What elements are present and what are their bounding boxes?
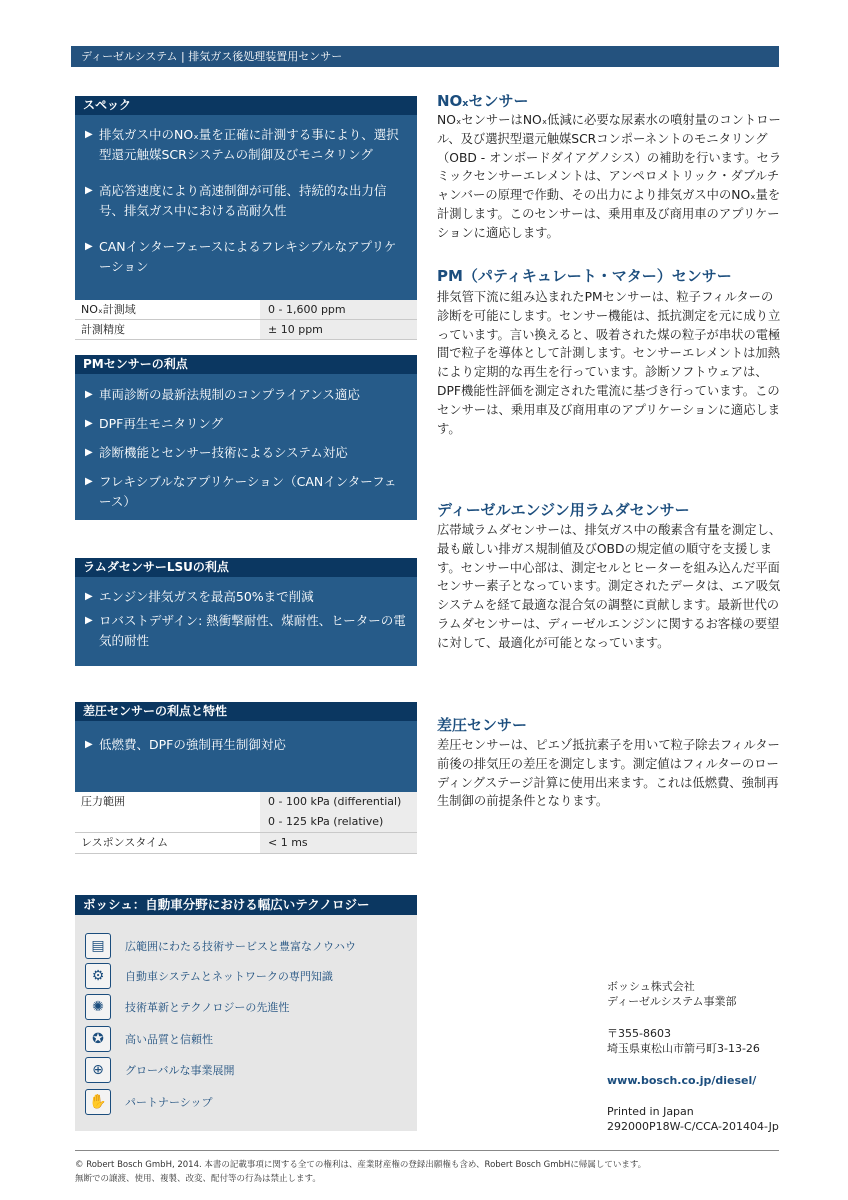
section-text: 差圧センサーは、ピエゾ抵抗素子を用いて粒子除去フィルター前後の排気圧の差圧を測定します。測定値はフィルターのローディングステージ計算に使用出来ます。これは低燃費、強制再生制御の前提条件となります。 <box>437 738 780 809</box>
spec-row: レスポンスタイム < 1 ms <box>75 833 417 854</box>
division-name: ディーゼルシステム事業部 <box>607 995 737 1008</box>
header-title: ディーゼルシステム | 排気ガス後処理装置用センサー <box>81 50 343 63</box>
section-title: NOₓセンサー <box>437 92 529 110</box>
tech-item: ⚙ 自動車システムとネットワークの専門知識 <box>85 963 333 989</box>
tech-item: ✺ 技術革新とテクノロジーの先進性 <box>85 994 289 1020</box>
tech-item: ✪ 高い品質と信頼性 <box>85 1026 213 1052</box>
tech-item: ▤ 広範囲にわたる技術サービスと豊富なノウハウ <box>85 933 356 959</box>
tech-panel <box>75 895 417 1131</box>
company-name: ボッシュ株式会社 <box>607 980 695 993</box>
bullet-icon: ▶ <box>85 389 93 400</box>
spec-row: NOₓ計測域 0 - 1,600 ppm <box>75 300 417 320</box>
dp-title: 差圧センサーの利点と特性 <box>75 702 417 721</box>
bullet-icon: ▶ <box>85 591 93 602</box>
header-bar <box>71 46 779 67</box>
copyright-text: © Robert Bosch GmbH, 2014. 本書の記載事項に関する全ての権利は、産業財産権の登録出願権も含め、Robert Bosch GmbHに帰属しています。 <box>75 1160 647 1170</box>
section-text: NOₓセンサーはNOₓ低減に必要な尿素水の噴射量のコントロール、及び選択型還元触媒SCRコンポーネントのモニタリング（OBD - オンボードダイアグノシス）の補助を行います。セラミックセンサーエレメントは、アンペロメトリック・ダブルチャンバーの原理で作動、その出力により排気ガス中のNOₓ量を計測します。このセンサーは、乗用車及び商用車のアプリケーションに適応します。 <box>437 113 782 240</box>
pm-panel <box>75 355 417 520</box>
list-item: ▶ エンジン排気ガスを最高50%まで削減 <box>85 587 407 607</box>
handshake-icon: ✋ <box>85 1089 111 1115</box>
document-code: 292000P18W-C/CCA-201404-Jp <box>607 1120 779 1133</box>
list-item: ▶ 排気ガス中のNOₓ量を正確に計測する事により、選択型還元触媒SCRシステムの制御及びモニタリング <box>85 127 399 162</box>
lsu-list <box>75 577 417 666</box>
quality-icon: ✪ <box>85 1026 111 1052</box>
street-address: 埼玉県東松山市箭弓町3-13-26 <box>607 1042 760 1055</box>
bullet-icon: ▶ <box>85 129 93 140</box>
tech-title: ボッシュ：自動車分野における幅広いテクノロジー <box>75 895 417 915</box>
spec-list <box>75 115 417 300</box>
footer-divider <box>75 1150 779 1151</box>
bullet-icon: ▶ <box>85 739 93 750</box>
pm-list <box>75 374 417 520</box>
lsu-title: ラムダセンサーLSUの利点 <box>75 558 417 577</box>
section-title: 差圧センサー <box>437 716 528 734</box>
list-item: ▶ ロバストデザイン: 熱衝撃耐性、煤耐性、ヒーターの電気的耐性 <box>85 613 406 648</box>
network-icon: ⚙ <box>85 963 111 989</box>
list-item: ▶ DPF再生モニタリング <box>85 414 407 434</box>
section-text: 広帯域ラムダセンサーは、排気ガス中の酸素含有量を測定し、最も厳しい排ガス規制値及びOBDの規定値の順守を支援します。センサー中心部は、測定セルとヒーターを組み込んだ平面センサー素子となっています。測定されたデータは、エア吸気システムを経て最適な混合気の調整に貢献します。最新世代のラムダセンサーは、ディーゼルエンジンに関するお客様の要望に対して、最適化が可能となっています。 <box>437 523 782 650</box>
bullet-icon: ▶ <box>85 418 93 429</box>
bullet-icon: ▶ <box>85 241 93 252</box>
copyright-text-2: 無断での譲渡、使用、複製、改変、配付等の行為は禁止します。 <box>75 1174 321 1184</box>
dp-list <box>75 721 417 792</box>
bullet-icon: ▶ <box>85 615 93 626</box>
list-item: ▶ 低燃費、DPFの強制再生制御対応 <box>85 735 407 755</box>
section-title: ディーゼルエンジン用ラムダセンサー <box>437 501 690 519</box>
section-title: PM（パティキュレート・マター）センサー <box>437 267 732 285</box>
tech-item: ✋ パートナーシップ <box>85 1089 213 1115</box>
briefcase-icon: ▤ <box>85 933 111 959</box>
zip-code: 〒355-8603 <box>607 1027 671 1040</box>
bullet-icon: ▶ <box>85 447 93 458</box>
bullet-icon: ▶ <box>85 476 93 487</box>
list-item: ▶ 車両診断の最新法規制のコンプライアンス適応 <box>85 385 407 405</box>
pm-title: PMセンサーの利点 <box>75 355 417 374</box>
innovation-icon: ✺ <box>85 994 111 1020</box>
spec-title: スペック <box>75 96 417 115</box>
spec-panel <box>75 96 417 340</box>
list-item: ▶ 診断機能とセンサー技術によるシステム対応 <box>85 443 407 463</box>
list-item: ▶ 高応答速度により高速制御が可能、持続的な出力信号、排気ガス中における高耐久性 <box>85 183 387 218</box>
section-text: 排気管下流に組み込まれたPMセンサーは、粒子フィルターの診断を可能にします。センサー機能は、抵抗測定を元に成り立っています。言い換えると、吸着された煤の粒子が串状の電極間で粒子を導体として計測します。センサーエレメントは加熱により定期的な再生を行っています。診断ソフトウェアは、DPF機能性評価を測定された電流に基づき行っています。このセンサーは、乗用車及び商用車のアプリケーションに適応します。 <box>437 290 781 436</box>
printed-note: Printed in Japan <box>607 1105 694 1118</box>
dp-panel <box>75 702 417 854</box>
tech-item: ⊕ グローバルな事業展開 <box>85 1057 234 1083</box>
list-item: ▶ CANインターフェースによるフレキシブルなアプリケーション <box>85 239 397 274</box>
lsu-panel <box>75 558 417 666</box>
bullet-icon: ▶ <box>85 185 93 196</box>
spec-row: 圧力範囲 0 - 100 kPa (differential) <box>75 792 417 812</box>
globe-icon: ⊕ <box>85 1057 111 1083</box>
spec-row: 計測精度 ± 10 ppm <box>75 320 417 340</box>
website-link[interactable]: www.bosch.co.jp/diesel/ <box>607 1074 757 1087</box>
spec-row: 0 - 125 kPa (relative) <box>75 812 417 833</box>
list-item: ▶ フレキシブルなアプリケーション（CANインターフェース） <box>85 474 397 509</box>
